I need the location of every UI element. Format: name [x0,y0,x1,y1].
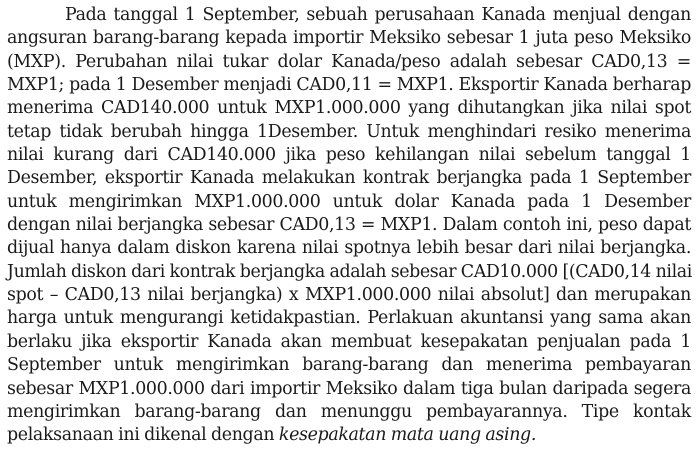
text-line: mengirimkan barang-barang dan menunggu pembayarannya. Tipe kontak [7,401,691,422]
text-line: angsuran barang-barang kepada importir Meksiko sebesar 1 juta peso Meksiko [7,28,691,49]
text-line: Pada tanggal 1 September, sebuah perusahaan Kanada menjual dengan [65,5,691,25]
text-line: dijual hanya dalam diskon karena nilai spotnya lebih besar dari nilai berjangka. [7,238,691,259]
text-line: dengan nilai berjangka sebesar CAD0,13 = MXP1. Dalam contoh ini, peso dapat [7,215,691,236]
text-line-final-prefix: pelaksanaan ini dikenal dengan [7,425,279,446]
text-line: Jumlah diskon dari kontrak berjangka adalah sebesar CAD10.000 [(CAD0,14 nilai [7,261,692,282]
text-line: berlaku jika eksportir Kanada akan membuat kesepakatan penjualan pada 1 [7,331,691,352]
text-line: nilai kurang dari CAD140.000 jika peso kehilangan nilai sebelum tanggal 1 [7,145,691,166]
document-page [7,4,691,448]
text-line: September untuk mengirimkan barang-barang dan menerima pembayaran [7,355,691,376]
text-line: (MXP). Perubahan nilai tukar dolar Kanada/peso adalah sebesar CAD0,13 = [7,51,691,72]
text-line: MXP1; pada 1 Desember menjadi CAD0,11 = MXP1. Eksportir Kanada berharap [7,75,691,96]
text-line: Desember, eksportir Kanada melakukan kontrak berjangka pada 1 September [7,168,691,189]
text-line: untuk mengirimkan MXP1.000.000 untuk dolar Kanada pada 1 Desember [7,191,691,212]
paragraph [7,4,691,448]
text-line: harga untuk mengurangi ketidakpastian. Perlakuan akuntansi yang sama akan [7,308,691,329]
text-line: spot – CAD0,13 nilai berjangka) x MXP1.000.000 nilai absolut] dan merupakan [7,285,691,306]
text-line: sebesar MXP1.000.000 dari importir Meksiko dalam tiga bulan daripada segera [7,378,691,399]
text-line: tetap tidak berubah hingga 1Desember. Untuk menghindari resiko menerima [7,121,691,142]
text-line-final [7,424,691,447]
text-line: menerima CAD140.000 untuk MXP1.000.000 yang dihutangkan jika nilai spot [7,98,691,119]
italic-term: kesepakatan mata uang asing. [278,425,537,446]
